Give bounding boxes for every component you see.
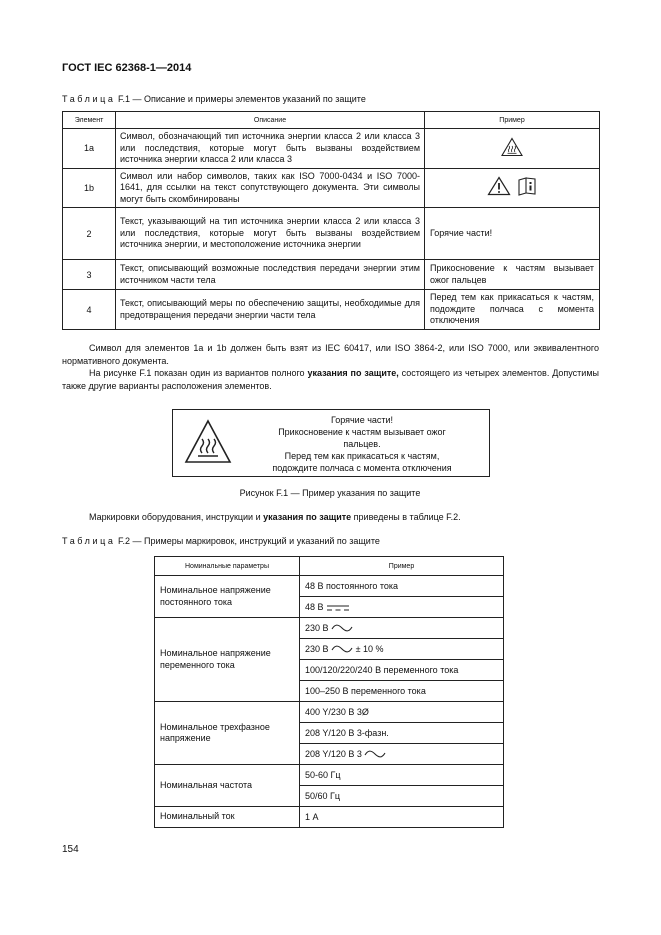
table-row	[155, 702, 504, 723]
table2-header-row	[155, 557, 504, 576]
hot-surface-warning-icon	[183, 417, 233, 467]
table-row	[63, 290, 600, 330]
figure-caption: Рисунок F.1 — Пример указания по защите	[239, 488, 421, 498]
paragraph-figure-intro-bold: указания по защите,	[307, 368, 399, 378]
figure-line: Прикосновение к частям вызывает ожог	[278, 427, 446, 437]
table1-example-cell: Перед тем как прикасаться к частям, подождите полчаса с момента отключения	[425, 290, 600, 330]
table1-caption-text: F.1 — Описание и примеры элементов указаний по защите	[118, 94, 366, 104]
page-number: 154	[62, 844, 79, 855]
table2-param-cell: Номинальное напряжение постоянного тока	[155, 576, 300, 618]
table1-header-row	[63, 112, 600, 129]
safety-instruction-figure	[172, 409, 490, 477]
ac-symbol-icon	[331, 644, 353, 654]
paragraph-figure-intro-text-end: состоящего из четырех элементов. Допустимы также другие варианты расположения элементов.	[62, 368, 599, 391]
table-row	[155, 807, 504, 828]
table2-example-cell	[300, 597, 504, 618]
figure-line: Перед тем как прикасаться к частям,	[284, 451, 440, 461]
figure-text	[237, 414, 487, 474]
table1-element-cell: 1a	[63, 129, 116, 169]
table2-example-text: 48 В	[305, 602, 324, 612]
paragraph-table2-intro	[89, 511, 599, 524]
table-row	[63, 208, 600, 260]
table2-param-cell: Номинальное напряжение переменного тока	[155, 618, 300, 702]
table2-example-cell: 100–250 В переменного тока	[300, 681, 504, 702]
table2-example-text: 230 В	[305, 622, 329, 633]
paragraph-table2-intro-text: Маркировки оборудования, инструкции и	[89, 512, 264, 522]
table2-caption-text: F.2 — Примеры маркировок, инструкций и указаний по защите	[118, 536, 380, 546]
table-row	[155, 576, 504, 597]
table1-header-example: Пример	[425, 112, 600, 129]
table1-description-cell: Текст, указывающий на тип источника энергии класса 2 или класса 3 или последствия, которые могут быть вызваны воздействием источника энергии, и местоположение источника энергии	[116, 208, 425, 260]
figure-line: подождите полчаса с момента отключения	[272, 463, 452, 473]
paragraph-figure-intro	[62, 367, 599, 392]
table2-caption-label: Таблица	[62, 536, 116, 546]
table2-example-tolerance: ± 10 %	[355, 643, 384, 654]
ac-symbol-icon	[364, 749, 386, 759]
table2-example-cell: 208 Y/120 В 3-фазн.	[300, 723, 504, 744]
table2-example-cell: 48 В постоянного тока	[300, 576, 504, 597]
table1-example-cell: Горячие части!	[425, 208, 600, 260]
table1-description-cell: Текст, описывающий меры по обеспечению защиты, необходимые для предотвращения передачи энергии части тела	[116, 290, 425, 330]
table1-example-cell	[425, 168, 600, 208]
table2-header-example: Пример	[300, 557, 504, 576]
table2-param-cell: Номинальный ток	[155, 807, 300, 828]
table-row	[155, 765, 504, 786]
table2-example-text: 208 Y/120 В 3	[305, 748, 362, 759]
table2-param-cell: Номинальная частота	[155, 765, 300, 807]
table1-element-cell: 4	[63, 290, 116, 330]
table2-example-cell: 50-60 Гц	[300, 765, 504, 786]
table1-caption-label: Таблица	[62, 94, 116, 104]
hot-surface-warning-icon	[501, 137, 523, 157]
table2-example-cell: 100/120/220/240 В переменного тока	[300, 660, 504, 681]
consult-manual-icon	[517, 176, 537, 196]
table-row	[63, 260, 600, 290]
table2-example-cell: 1 А	[300, 807, 504, 828]
figure-line: пальцев.	[343, 439, 381, 449]
paragraph-table2-intro-text-end: приведены в таблице F.2.	[351, 512, 461, 522]
paragraph-symbol-source: Символ для элементов 1a и 1b должен быть взят из IEC 60417, или ISO 3864-2, или ISO 7000, или эквивалентного нормативного документа.	[62, 343, 599, 366]
table1-description-cell: Символ, обозначающий тип источника энергии класса 2 или класса 3 или последствия, которые могут быть вызваны воздействием источника энергии класса 2 или класса 3	[116, 129, 425, 169]
table2-example-text: 230 В	[305, 643, 329, 654]
paragraph-figure-intro-text: На рисунке F.1 показан один из вариантов полного	[89, 368, 308, 378]
table2-param-cell: Номинальное трехфазное напряжение	[155, 702, 300, 765]
table1-header-element: Элемент	[63, 112, 116, 129]
general-warning-icon	[487, 176, 511, 196]
table1-element-cell: 2	[63, 208, 116, 260]
table1-description-cell: Символ или набор символов, таких как ISO 7000-0434 и ISO 7000-1641, для ссылки на текст сопутствующего документа. Эти символы могут быть скомбинированы	[116, 168, 425, 208]
table-row	[63, 129, 600, 169]
table1	[62, 111, 600, 330]
table1-example-cell: Прикосновение к частям вызывает ожог пальцев	[425, 260, 600, 290]
table1-caption	[62, 94, 366, 104]
ac-symbol-icon	[331, 623, 353, 633]
paragraph-table2-intro-bold: указания по защите	[263, 512, 352, 522]
table2-caption	[62, 536, 380, 546]
table-row	[63, 168, 600, 208]
table2-example-cell	[300, 639, 504, 660]
figure-line: Горячие части!	[330, 415, 394, 425]
table1-element-cell: 3	[63, 260, 116, 290]
document-header: ГОСТ IEC 62368-1—2014	[62, 62, 192, 74]
table2-example-cell	[300, 744, 504, 765]
table1-description-cell: Текст, описывающий возможные последствия передачи энергии этим источником части тела	[116, 260, 425, 290]
table1-header-description: Описание	[116, 112, 425, 129]
table-row	[155, 618, 504, 639]
table1-element-cell: 1b	[63, 168, 116, 208]
table1-example-cell	[425, 129, 600, 169]
table2-example-cell: 50/60 Гц	[300, 786, 504, 807]
table2-header-parameters: Номинальные параметры	[155, 557, 300, 576]
table2-example-cell	[300, 618, 504, 639]
table2-example-cell: 400 Y/230 В 3Ø	[300, 702, 504, 723]
dc-symbol-icon	[326, 604, 350, 612]
table2	[154, 556, 504, 828]
